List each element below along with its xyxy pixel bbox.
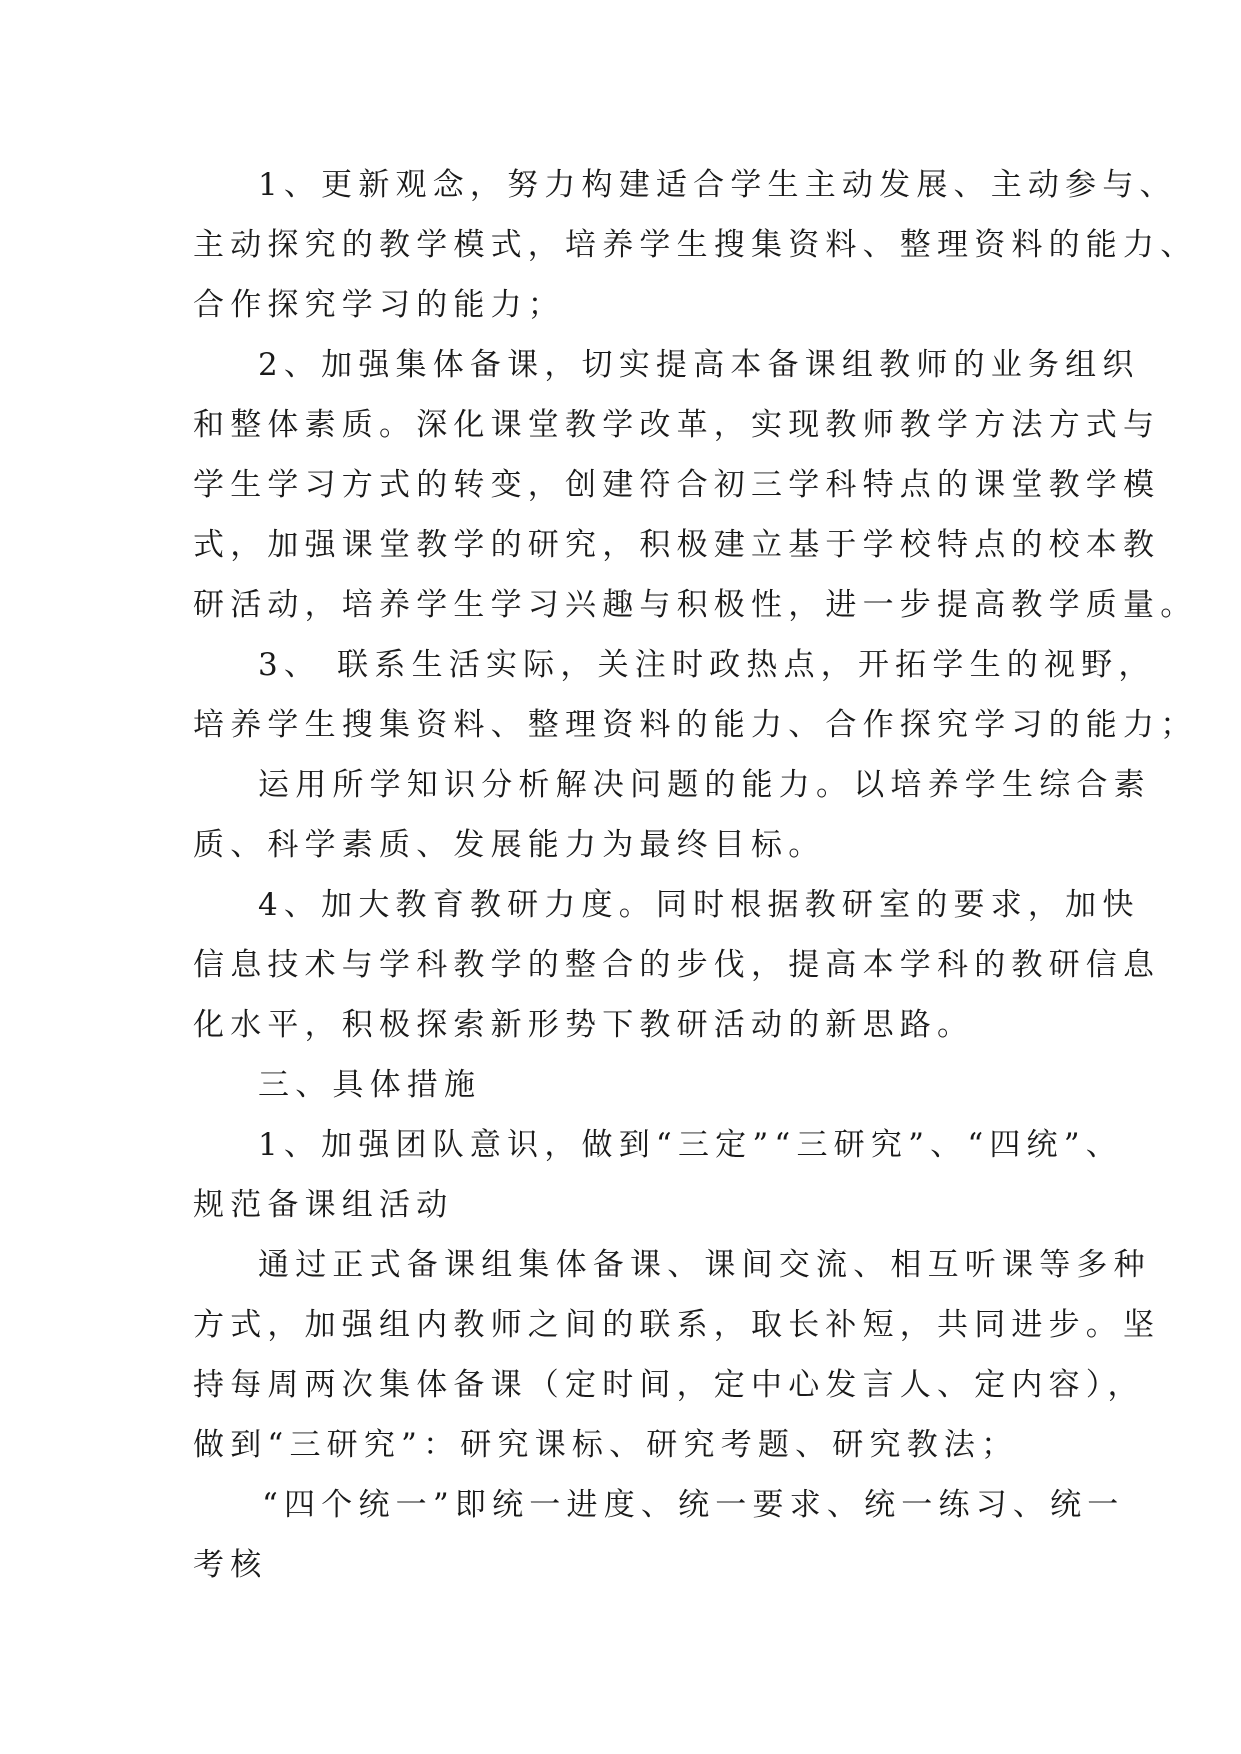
text-line: 主动探究的教学模式，培养学生搜集资料、整理资料的能力、: [193, 227, 1198, 263]
text-line: 培养学生搜集资料、整理资料的能力、合作探究学习的能力；: [193, 707, 1198, 743]
text-line: 方式，加强组内教师之间的联系，取长补短，共同进步。坚: [193, 1307, 1161, 1343]
text-line: 做到“三研究”：研究课标、研究考题、研究教法；: [193, 1427, 1019, 1463]
text-line: 运用所学知识分析解决问题的能力。以培养学生综合素: [258, 767, 1151, 803]
text-line: 学生学习方式的转变，创建符合初三学科特点的课堂教学模: [193, 467, 1161, 503]
text-line: 规范备课组活动: [193, 1187, 454, 1223]
text-line: 1、更新观念，努力构建适合学生主动发展、主动参与、: [258, 167, 1177, 203]
text-line: 合作探究学习的能力；: [193, 287, 565, 323]
text-line: 2、加强集体备课，切实提高本备课组教师的业务组织: [258, 347, 1140, 383]
text-line: 式，加强课堂教学的研究，积极建立基于学校特点的校本教: [193, 527, 1161, 563]
text-line: 持每周两次集体备课（定时间，定中心发言人、定内容），: [193, 1367, 1145, 1403]
text-line: “四个统一”即统一进度、统一要求、统一练习、统一: [262, 1487, 1125, 1523]
text-line: 研活动，培养学生学习兴趣与积极性，进一步提高教学质量。: [193, 587, 1198, 623]
text-line: 1、加强团队意识，做到“三定”“三研究”、“四统”、: [258, 1127, 1124, 1163]
text-line: 信息技术与学科教学的整合的步伐，提高本学科的教研信息: [193, 947, 1161, 983]
text-line: 通过正式备课组集体备课、课间交流、相互听课等多种: [258, 1247, 1151, 1283]
text-line: 4、加大教育教研力度。同时根据教研室的要求，加快: [258, 887, 1140, 923]
section-heading: 三、具体措施: [258, 1067, 482, 1103]
text-line: 3、 联系生活实际，关注时政热点，开拓学生的视野，: [258, 647, 1156, 683]
text-line: 考核: [193, 1547, 268, 1583]
text-line: 和整体素质。深化课堂教学改革，实现教师教学方法方式与: [193, 407, 1161, 443]
text-line: 质、科学素质、发展能力为最终目标。: [193, 827, 826, 863]
text-line: 化水平，积极探索新形势下教研活动的新思路。: [193, 1007, 975, 1043]
